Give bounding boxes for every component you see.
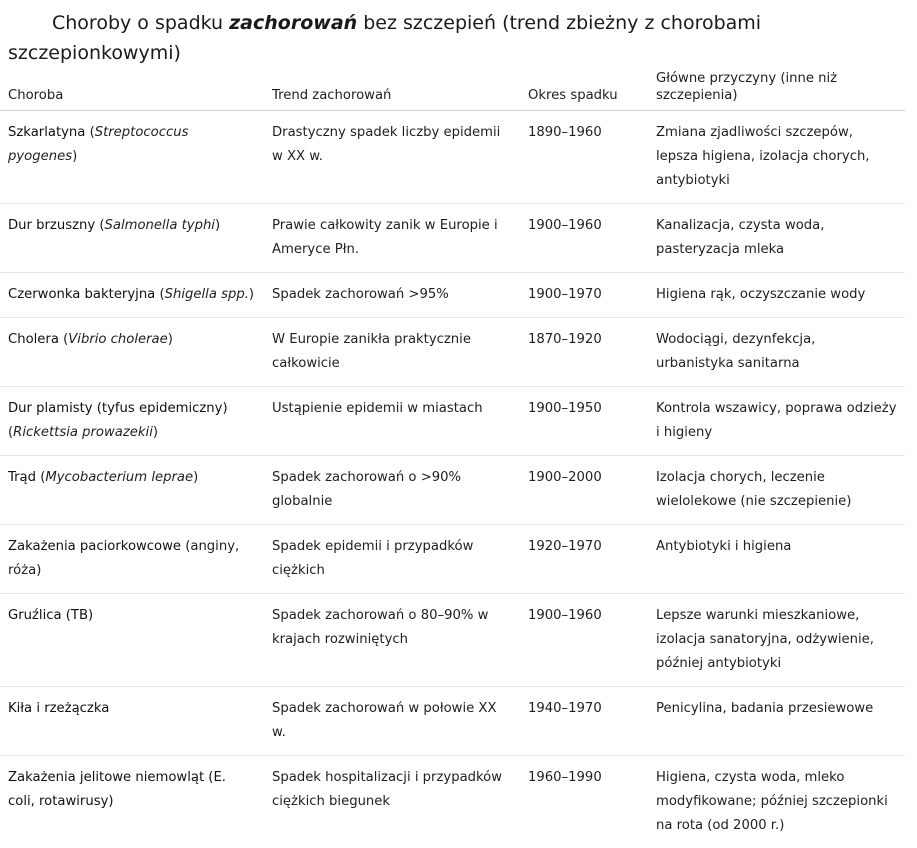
cell-causes: Zmiana zjadliwości szczepów, lepsza higiena, izolacja chorych, antybiotyki: [648, 111, 905, 204]
disease-latin-name: Rickettsia prowazekii: [13, 425, 153, 440]
disease-name: Szkarlatyna: [8, 125, 85, 140]
cell-disease: Trąd (Mycobacterium leprae): [0, 456, 264, 525]
cell-period: 1920–1970: [520, 525, 648, 594]
disease-name: Zakażenia jelitowe niemowląt (E. coli, rotawirusy): [8, 770, 226, 809]
cell-causes: Wodociągi, dezynfekcja, urbanistyka sanitarna: [648, 318, 905, 387]
cell-causes: Penicylina, badania przesiewowe: [648, 687, 905, 756]
table-row: [0, 204, 905, 273]
cell-period: 1900–1960: [520, 594, 648, 687]
page-title: [8, 8, 898, 68]
table-row: [0, 687, 905, 756]
title-emphasis: zachorowań: [229, 12, 357, 34]
cell-causes: Lepsze warunki mieszkaniowe, izolacja sanatoryjna, odżywienie, później antybiotyki: [648, 594, 905, 687]
disease-name: Czerwonka bakteryjna: [8, 287, 155, 302]
cell-causes: Izolacja chorych, leczenie wielolekowe (nie szczepienie): [648, 456, 905, 525]
cell-disease: Szkarlatyna (Streptococcus pyogenes): [0, 111, 264, 204]
table-row: [0, 456, 905, 525]
disease-name: Cholera: [8, 332, 59, 347]
table-body: [0, 111, 905, 848]
table-row: [0, 387, 905, 456]
cell-disease: [0, 756, 264, 848]
cell-causes: Antybiotyki i higiena: [648, 525, 905, 594]
cell-period: 1900–1960: [520, 204, 648, 273]
disease-latin-name: Shigella spp.: [165, 287, 249, 302]
cell-causes: Higiena, czysta woda, mleko modyfikowane; później szczepionki na rota (od 2000 r.): [648, 756, 905, 848]
disease-name: Zakażenia paciorkowcowe: [8, 539, 181, 554]
header-causes: Główne przyczyny (inne niż szczepienia): [648, 70, 905, 111]
cell-period: 1900–2000: [520, 456, 648, 525]
cell-trend: Spadek zachorowań o >90% globalnie: [264, 456, 520, 525]
cell-period: 1960–1990: [520, 756, 648, 848]
cell-disease: Czerwonka bakteryjna (Shigella spp.): [0, 273, 264, 318]
table-row: [0, 111, 905, 204]
disease-name: Dur brzuszny: [8, 218, 95, 233]
cell-disease: Dur plamisty (tyfus epidemiczny) (Rickettsia prowazekii): [0, 387, 264, 456]
cell-trend: Spadek zachorowań o 80–90% w krajach rozwiniętych: [264, 594, 520, 687]
table-row: [0, 756, 905, 848]
cell-disease: [0, 525, 264, 594]
header-disease: Choroba: [0, 70, 264, 111]
cell-period: 1870–1920: [520, 318, 648, 387]
cell-trend: Spadek epidemii i przypadków ciężkich: [264, 525, 520, 594]
disease-table: [0, 70, 905, 848]
cell-period: 1940–1970: [520, 687, 648, 756]
table-row: [0, 525, 905, 594]
cell-disease: [0, 594, 264, 687]
header-period: Okres spadku: [520, 70, 648, 111]
title-pre: Choroby o spadku: [52, 12, 229, 34]
cell-period: 1890–1960: [520, 111, 648, 204]
cell-period: 1900–1970: [520, 273, 648, 318]
cell-trend: Ustąpienie epidemii w miastach: [264, 387, 520, 456]
disease-latin-name: Vibrio cholerae: [68, 332, 167, 347]
cell-disease: [0, 687, 264, 756]
cell-period: 1900–1950: [520, 387, 648, 456]
table-row: [0, 273, 905, 318]
cell-trend: Spadek hospitalizacji i przypadków ciężkich biegunek: [264, 756, 520, 848]
table-header-row: [0, 70, 905, 111]
disease-latin-name: Streptococcus pyogenes: [8, 125, 188, 164]
disease-extra: (anginy, róża): [8, 539, 239, 578]
cell-trend: Drastyczny spadek liczby epidemii w XX w.: [264, 111, 520, 204]
disease-name: Gruźlica (TB): [8, 608, 93, 623]
disease-name: Dur plamisty (tyfus epidemiczny): [8, 401, 228, 416]
table-row: [0, 594, 905, 687]
title-post: bez szczepień (trend zbieżny z chorobami szczepionkowymi): [8, 12, 761, 64]
cell-disease: Cholera (Vibrio cholerae): [0, 318, 264, 387]
cell-trend: Prawie całkowity zanik w Europie i Ameryce Płn.: [264, 204, 520, 273]
cell-trend: W Europie zanikła praktycznie całkowicie: [264, 318, 520, 387]
cell-trend: Spadek zachorowań w połowie XX w.: [264, 687, 520, 756]
cell-causes: Kontrola wszawicy, poprawa odzieży i higieny: [648, 387, 905, 456]
table-row: [0, 318, 905, 387]
cell-causes: Higiena rąk, oczyszczanie wody: [648, 273, 905, 318]
cell-disease: Dur brzuszny (Salmonella typhi): [0, 204, 264, 273]
disease-latin-name: Mycobacterium leprae: [45, 470, 193, 485]
cell-trend: Spadek zachorowań >95%: [264, 273, 520, 318]
header-trend: Trend zachorowań: [264, 70, 520, 111]
disease-name: Trąd: [8, 470, 36, 485]
cell-causes: Kanalizacja, czysta woda, pasteryzacja mleka: [648, 204, 905, 273]
disease-name: Kiła i rzeżączka: [8, 701, 109, 716]
disease-latin-name: Salmonella typhi: [105, 218, 215, 233]
